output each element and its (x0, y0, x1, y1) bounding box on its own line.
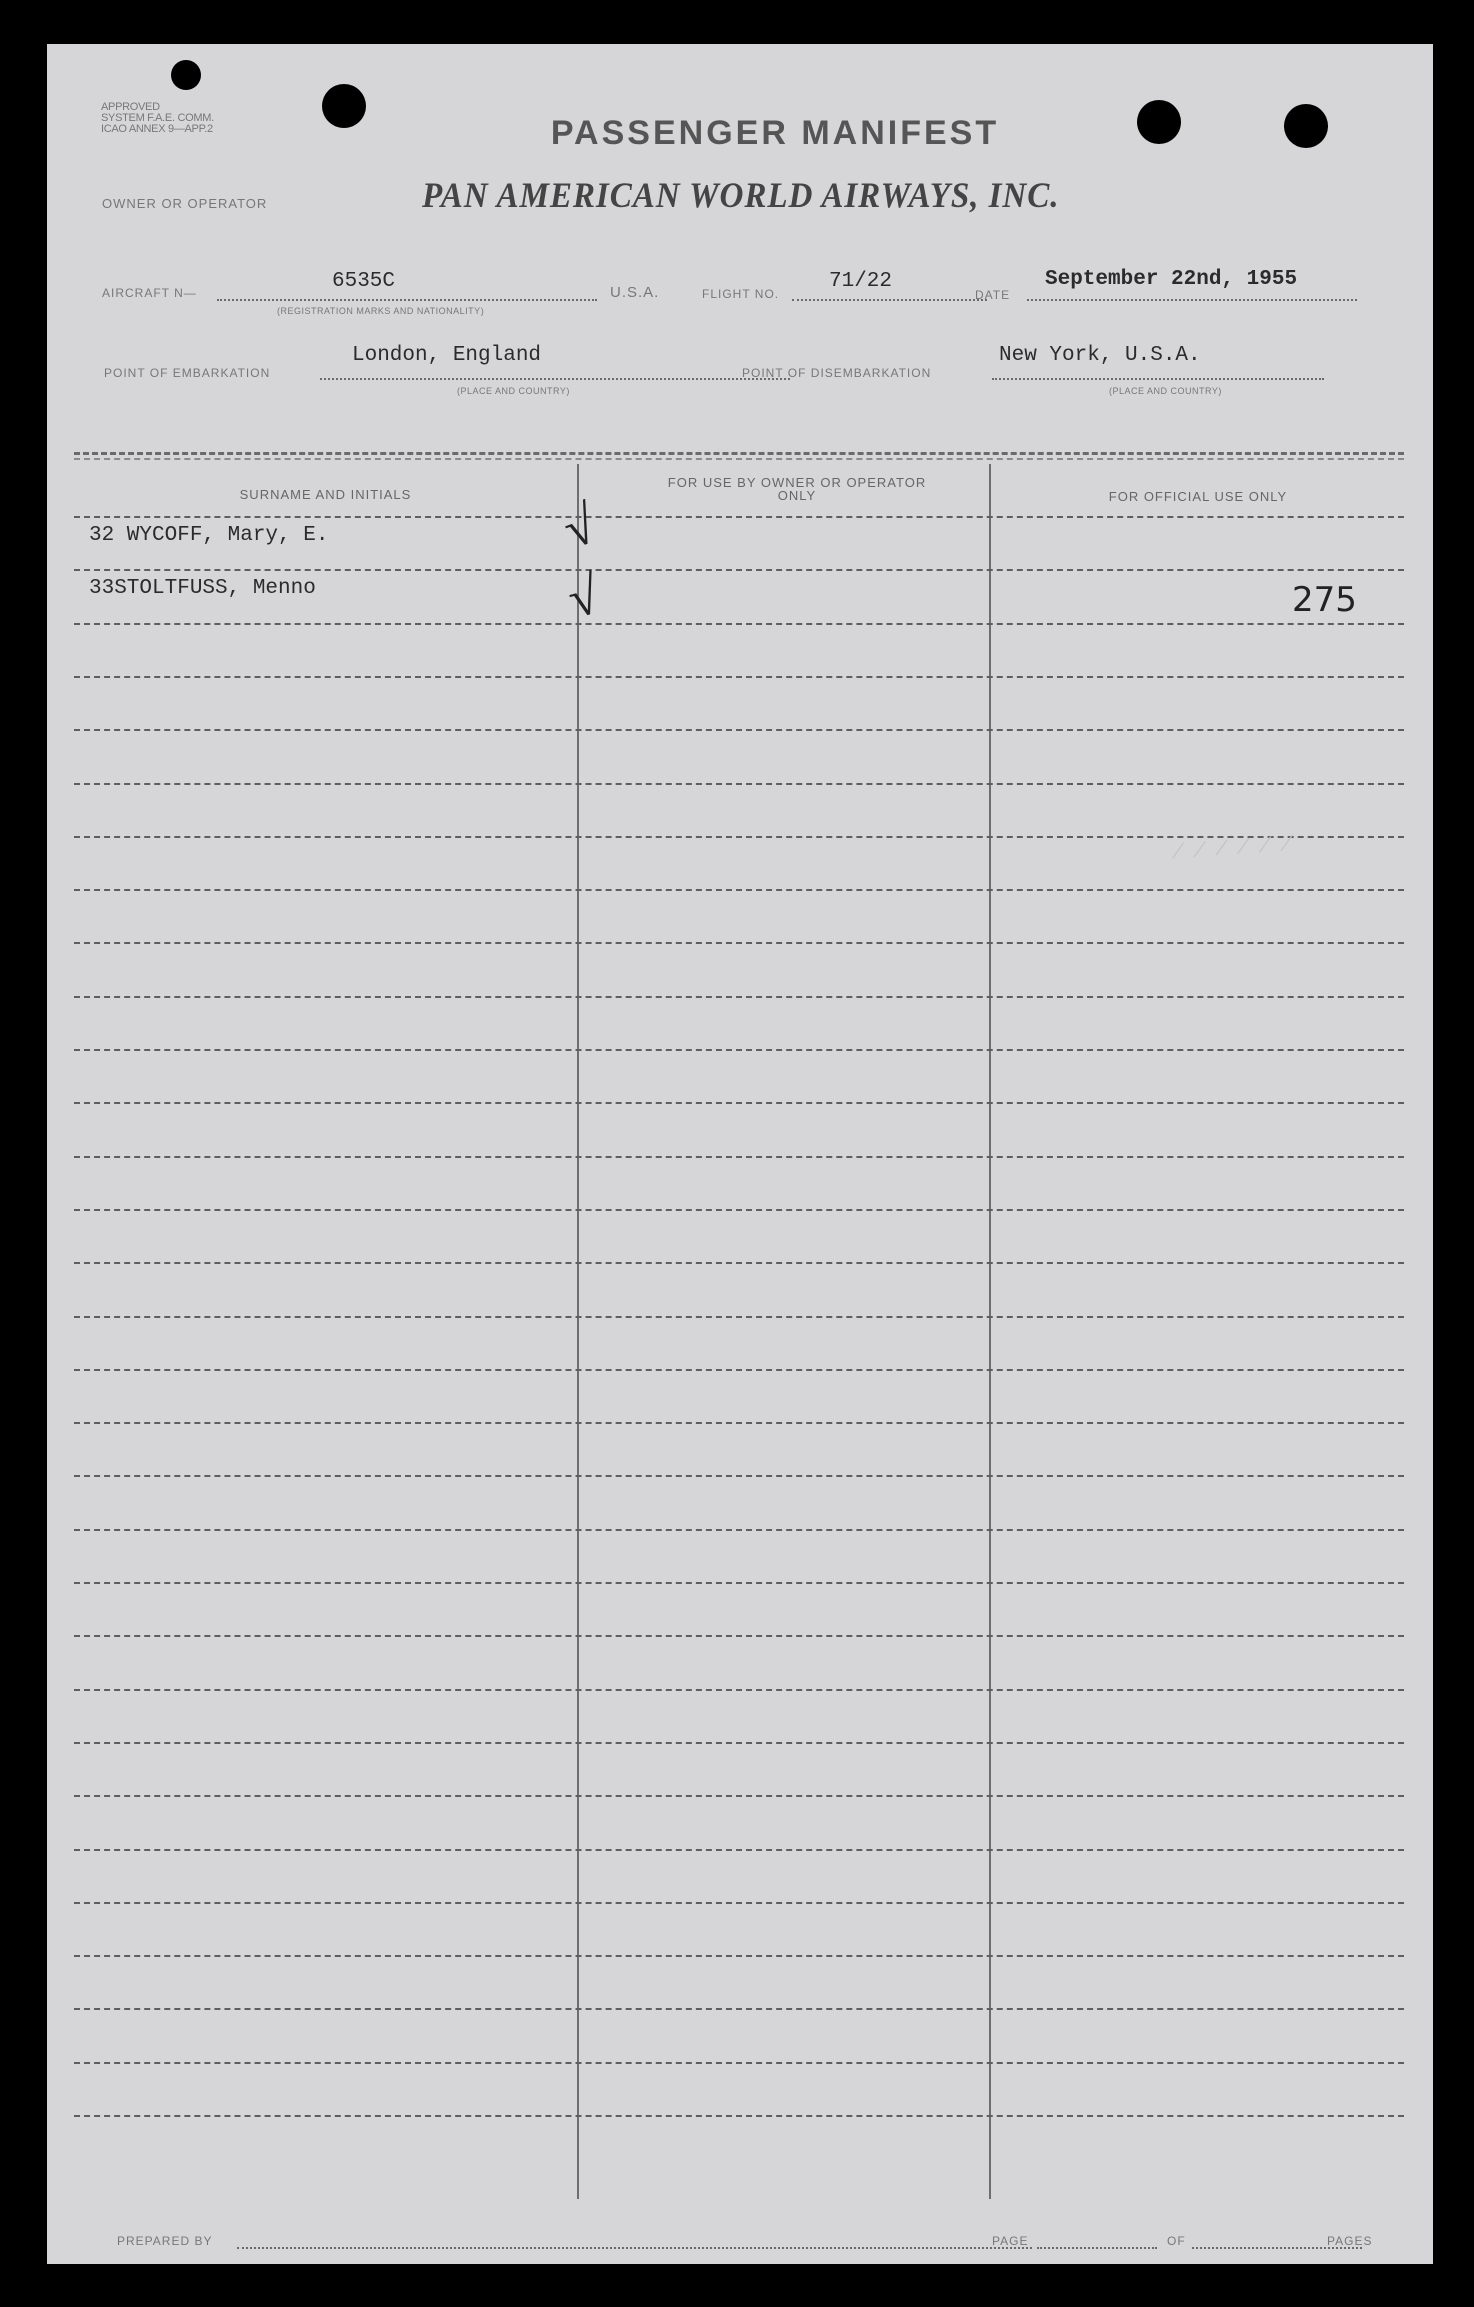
date-value: September 22nd, 1955 (1045, 268, 1298, 291)
table-top-rule (74, 458, 1404, 460)
page-label: PAGE (992, 2234, 1029, 2248)
date-underline (1027, 299, 1357, 301)
page-underline (1037, 2247, 1157, 2249)
disembarkation-value: New York, U.S.A. (999, 344, 1201, 367)
table-row-rule (74, 1262, 1404, 1264)
table-row-rule (74, 516, 1404, 518)
table-row-rule (74, 623, 1404, 625)
approval-line: APPROVED (101, 101, 160, 113)
column-divider (989, 464, 991, 2199)
punch-hole-icon (171, 60, 201, 90)
table-row-rule (74, 569, 1404, 571)
usa-label: U.S.A. (610, 284, 660, 301)
check-mark-icon: √ (561, 564, 606, 630)
table-row-rule (74, 1635, 1404, 1637)
table-row-rule (74, 2008, 1404, 2010)
prepared-by-underline (237, 2247, 1032, 2249)
table-row-rule (74, 2115, 1404, 2117)
table-row-rule (74, 1049, 1404, 1051)
table-row-rule (74, 1795, 1404, 1797)
flight-value: 71/22 (829, 270, 893, 293)
prepared-by-label: PREPARED BY (117, 2234, 213, 2248)
table-row-rule (74, 1209, 1404, 1211)
table-row-rule (74, 1582, 1404, 1584)
column-header-official: FOR OFFICIAL USE ONLY (1108, 489, 1288, 504)
aircraft-label: AIRCRAFT N— (102, 286, 197, 300)
table-row-rule (74, 996, 1404, 998)
table-row-rule (74, 729, 1404, 731)
page-title: PASSENGER MANIFEST (550, 114, 1000, 152)
flight-label: FLIGHT NO. (702, 287, 780, 301)
table-row-rule (74, 1369, 1404, 1371)
embarkation-value: London, England (352, 344, 542, 367)
faint-stamp: ⁄ ∕ ∕ ∕ ∕ ∕ (1176, 829, 1297, 864)
manifest-sheet (47, 44, 1433, 2264)
table-row-rule (74, 783, 1404, 785)
pages-label: PAGES (1327, 2234, 1373, 2248)
approval-line: ICAO ANNEX 9—APP.2 (101, 123, 213, 135)
table-row-rule (74, 1156, 1404, 1158)
owner-label: OWNER OR OPERATOR (102, 196, 268, 211)
operator-name: PAN AMERICAN WORLD AIRWAYS, INC. (422, 175, 1060, 215)
table-row-rule (74, 889, 1404, 891)
passenger-name: 33STOLTFUSS, Menno (89, 577, 316, 600)
table-row-rule (74, 1475, 1404, 1477)
table-row-rule (74, 676, 1404, 678)
approval-line: SYSTEM F.A.E. COMM. (101, 112, 214, 124)
disembarkation-sub: (PLACE AND COUNTRY) (1109, 386, 1222, 396)
column-header-surname: SURNAME AND INITIALS (239, 487, 412, 502)
flight-underline (792, 299, 987, 301)
aircraft-underline (217, 299, 597, 301)
table-row-rule (74, 2062, 1404, 2064)
passenger-name: 32 WYCOFF, Mary, E. (89, 524, 329, 547)
date-label: DATE (975, 288, 1011, 302)
table-row-rule (74, 1689, 1404, 1691)
of-label: OF (1167, 2234, 1186, 2248)
table-top-rule (74, 452, 1404, 455)
column-header-owner-use: FOR USE BY OWNER OR OPERATOR ONLY (667, 475, 927, 503)
table-row-rule (74, 1742, 1404, 1744)
embarkation-underline (320, 378, 790, 380)
column-divider (577, 464, 579, 2199)
table-row-rule (74, 1102, 1404, 1104)
table-row-rule (74, 1955, 1404, 1957)
table-row-rule (74, 1422, 1404, 1424)
embarkation-sub: (PLACE AND COUNTRY) (457, 386, 570, 396)
table-row-rule (74, 1902, 1404, 1904)
table-row-rule (74, 942, 1404, 944)
table-row-rule (74, 1529, 1404, 1531)
table-row-rule (74, 1849, 1404, 1851)
table-row-rule (74, 1316, 1404, 1318)
disembarkation-underline (992, 378, 1324, 380)
aircraft-value: 6535C (332, 270, 396, 293)
registration-sub: (REGISTRATION MARKS AND NATIONALITY) (277, 306, 485, 316)
embarkation-label: POINT OF EMBARKATION (104, 366, 271, 380)
disembarkation-label: POINT OF DISEMBARKATION (742, 366, 932, 380)
check-mark-icon: √ (555, 493, 605, 561)
official-entry: 275 (1292, 580, 1357, 620)
